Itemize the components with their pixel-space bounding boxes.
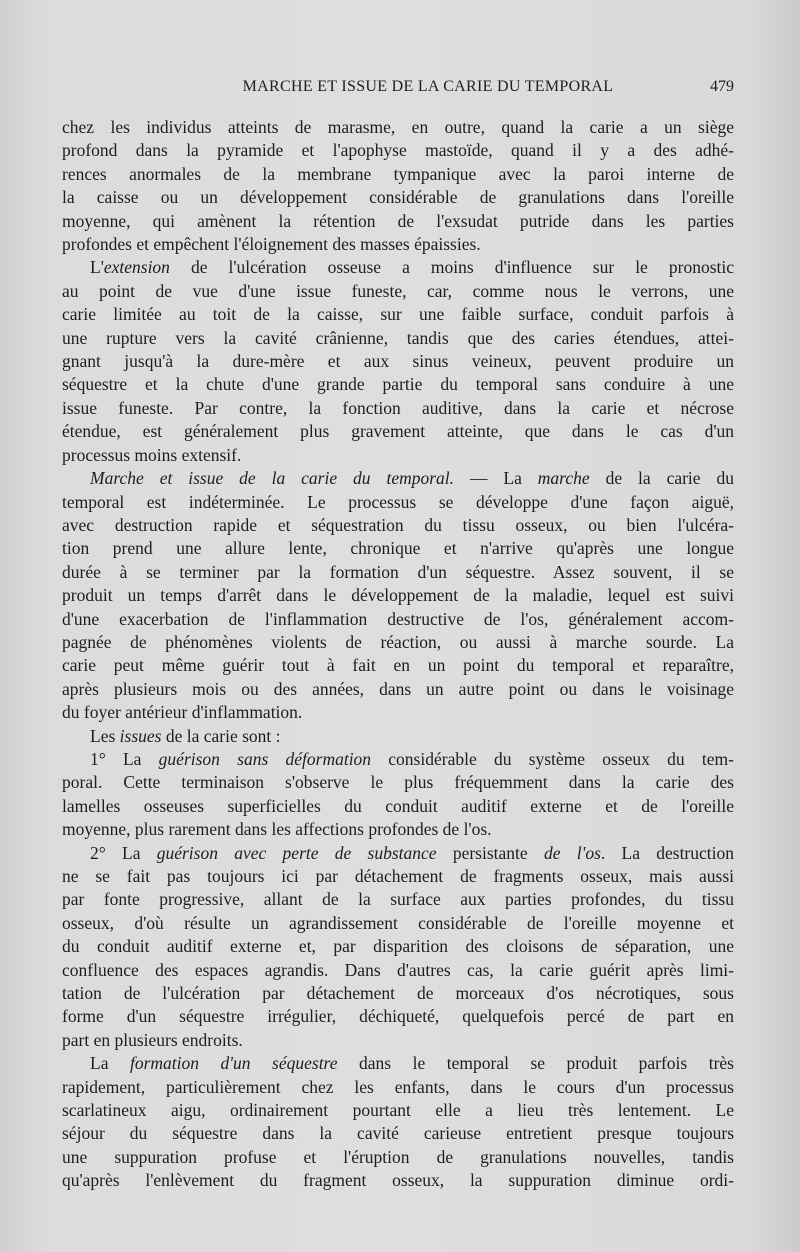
text-segment: carie peut même guérir tout à fait en un point du temporal et reparaître, <box>62 655 734 676</box>
text-segment: tion prend une allure lente, chronique et n'arrive qu'après une longue <box>62 538 734 559</box>
text-line <box>62 537 734 560</box>
italic-text: de l'os <box>543 842 601 863</box>
text-segment: pagnée de phénomènes violents de réaction, ou aussi à marche sourde. La <box>62 631 734 652</box>
text-segment: du conduit auditif externe et, par disparition des cloisons de séparation, une <box>62 936 734 957</box>
text-line <box>62 420 734 443</box>
text-segment: de l'ulcération osseuse a moins d'influence sur le pronostic <box>169 257 734 278</box>
text-segment: rences anormales de la membrane tympanique avec la paroi interne de <box>62 163 734 184</box>
italic-text: issues <box>119 725 162 746</box>
text-line <box>62 1052 734 1075</box>
text-segment: durée à se terminer par la formation d'un séquestre. Assez souvent, il se <box>62 561 734 582</box>
text-line <box>62 444 734 467</box>
text-line <box>62 561 734 584</box>
text-line <box>62 748 734 771</box>
text-line <box>62 608 734 631</box>
text-line <box>62 256 734 279</box>
text-segment: La <box>90 1053 130 1074</box>
text-segment: 1° La <box>90 748 159 769</box>
text-segment: profond dans la pyramide et l'apophyse mastoïde, quand il y a des adhé- <box>62 140 734 161</box>
italic-text: formation d'un séquestre <box>129 1053 338 1074</box>
text-line <box>62 678 734 701</box>
text-line <box>62 888 734 911</box>
text-segment: du foyer antérieur d'inflammation. <box>62 702 303 723</box>
text-line <box>62 959 734 982</box>
text-line <box>62 1169 734 1192</box>
text-line <box>62 1099 734 1122</box>
italic-text: guérison sans déformation <box>158 748 372 769</box>
text-segment: de la carie sont : <box>161 725 281 746</box>
text-segment: profondes et empêchent l'éloignement des masses épaissies. <box>62 234 481 255</box>
text-line <box>62 795 734 818</box>
text-segment: une suppuration profuse et l'éruption de granulations nouvelles, tandis <box>62 1146 734 1167</box>
text-line <box>62 865 734 888</box>
text-line <box>62 725 734 748</box>
text-segment: temporal est indéterminée. Le processus se développe d'une façon aiguë, <box>62 491 734 512</box>
text-line <box>62 397 734 420</box>
text-line <box>62 1146 734 1169</box>
text-segment: lamelles osseuses superficielles du conduit auditif externe et de l'oreille <box>62 795 734 816</box>
text-line <box>62 514 734 537</box>
text-segment: séjour du séquestre dans la cavité carieuse entretient presque toujours <box>62 1123 734 1144</box>
text-line <box>62 584 734 607</box>
text-segment: ne se fait pas toujours ici par détachement de fragments osseux, mais aussi <box>62 866 734 886</box>
text-line <box>62 233 734 256</box>
text-line <box>62 654 734 677</box>
text-line <box>62 1005 734 1028</box>
text-segment: rapidement, particulièrement chez les enfants, dans le cours d'un processus <box>62 1076 734 1097</box>
text-segment: L' <box>90 257 104 278</box>
text-segment: qu'après l'enlèvement du fragment osseux, la suppuration diminue ordi- <box>62 1170 734 1191</box>
text-line <box>62 467 734 490</box>
text-segment: processus moins extensif. <box>62 444 242 465</box>
text-segment: . La destruction <box>600 842 734 863</box>
text-segment: de la carie du <box>589 468 734 489</box>
italic-text: guérison avec perte de substance <box>156 842 437 863</box>
italic-text: marche <box>537 468 590 489</box>
text-line <box>62 373 734 396</box>
text-segment: séquestre et la chute d'une grande partie du temporal sans conduire à une <box>62 374 734 395</box>
text-line <box>62 771 734 794</box>
text-segment: au point de vue d'une issue funeste, car, comme nous le verrons, une <box>62 280 734 301</box>
running-title: MARCHE ET ISSUE DE LA CARIE DU TEMPORAL <box>242 78 614 95</box>
text-segment: considérable du système osseux du tem- <box>371 748 734 769</box>
text-line <box>62 116 734 139</box>
text-segment: tation de l'ulcération par détachement de morceaux d'os nécrotiques, sous <box>62 983 734 1004</box>
text-segment: après plusieurs mois ou des années, dans un autre point ou dans le voisinage <box>62 678 734 699</box>
text-line <box>62 982 734 1005</box>
text-line <box>62 842 734 865</box>
text-segment: issue funeste. Par contre, la fonction auditive, dans la carie et nécrose <box>62 397 734 418</box>
text-segment: gnant jusqu'à la dure-mère et aux sinus veineux, peuvent produire un <box>62 351 734 372</box>
text-line <box>62 139 734 162</box>
text-segment: avec destruction rapide et séquestration du tissu osseux, ou bien l'ulcéra- <box>62 514 734 535</box>
text-line <box>62 303 734 326</box>
text-line <box>62 491 734 514</box>
body-text <box>62 116 734 1193</box>
text-segment: persistante <box>436 842 544 863</box>
italic-text: extension <box>103 257 170 278</box>
text-segment: part en plusieurs endroits. <box>62 1029 243 1050</box>
text-segment: chez les individus atteints de marasme, en outre, quand la carie a un siège <box>62 117 734 137</box>
text-line <box>62 1076 734 1099</box>
text-segment: produit un temps d'arrêt dans le développement de la maladie, lequel est suivi <box>62 585 734 606</box>
text-segment: Les <box>90 725 120 746</box>
text-segment: scarlatineux aigu, ordinairement pourtant elle a lieu très lentement. Le <box>62 1100 734 1121</box>
text-segment: dans le temporal se produit parfois très <box>337 1053 734 1074</box>
italic-text: Marche et issue de la carie du temporal. <box>90 468 455 489</box>
text-segment: — La <box>454 468 538 489</box>
text-segment: confluence des espaces agrandis. Dans d'autres cas, la carie guérit après limi- <box>62 959 734 980</box>
text-segment: moyenne, qui amènent la rétention de l'exsudat putride dans les parties <box>62 210 734 231</box>
text-line <box>62 935 734 958</box>
text-line <box>62 912 734 935</box>
text-line <box>62 163 734 186</box>
text-segment: 2° La <box>90 842 157 863</box>
text-line <box>62 350 734 373</box>
text-line <box>62 280 734 303</box>
text-segment: d'une exacerbation de l'inflammation destructive de l'os, généralement accom- <box>62 608 734 629</box>
text-segment: étendue, est généralement plus gravement atteinte, que dans le cas d'un <box>62 421 734 442</box>
text-segment: par fonte progressive, allant de la surface aux parties profondes, du tissu <box>62 889 734 910</box>
text-line <box>62 1029 734 1052</box>
text-segment: carie limitée au toit de la caisse, sur une faible surface, conduit parfois à <box>62 304 734 325</box>
text-segment: la caisse ou un développement considérable de granulations dans l'oreille <box>62 187 734 208</box>
text-segment: une rupture vers la cavité crânienne, tandis que des caries étendues, attei- <box>62 327 734 348</box>
text-line <box>62 818 734 841</box>
text-line <box>62 186 734 209</box>
text-line <box>62 631 734 654</box>
text-segment: osseux, d'où résulte un agrandissement considérable de l'oreille moyenne et <box>62 912 734 933</box>
page-number: 479 <box>710 78 734 95</box>
text-segment: moyenne, plus rarement dans les affections profondes de l'os. <box>62 819 492 840</box>
text-segment: poral. Cette terminaison s'observe le plus fréquemment dans la carie des <box>62 772 734 793</box>
text-line <box>62 1122 734 1145</box>
text-line <box>62 327 734 350</box>
text-line <box>62 701 734 724</box>
text-segment: forme d'un séquestre irrégulier, déchiqueté, quelquefois percé de part en <box>62 1006 734 1027</box>
text-line <box>62 210 734 233</box>
